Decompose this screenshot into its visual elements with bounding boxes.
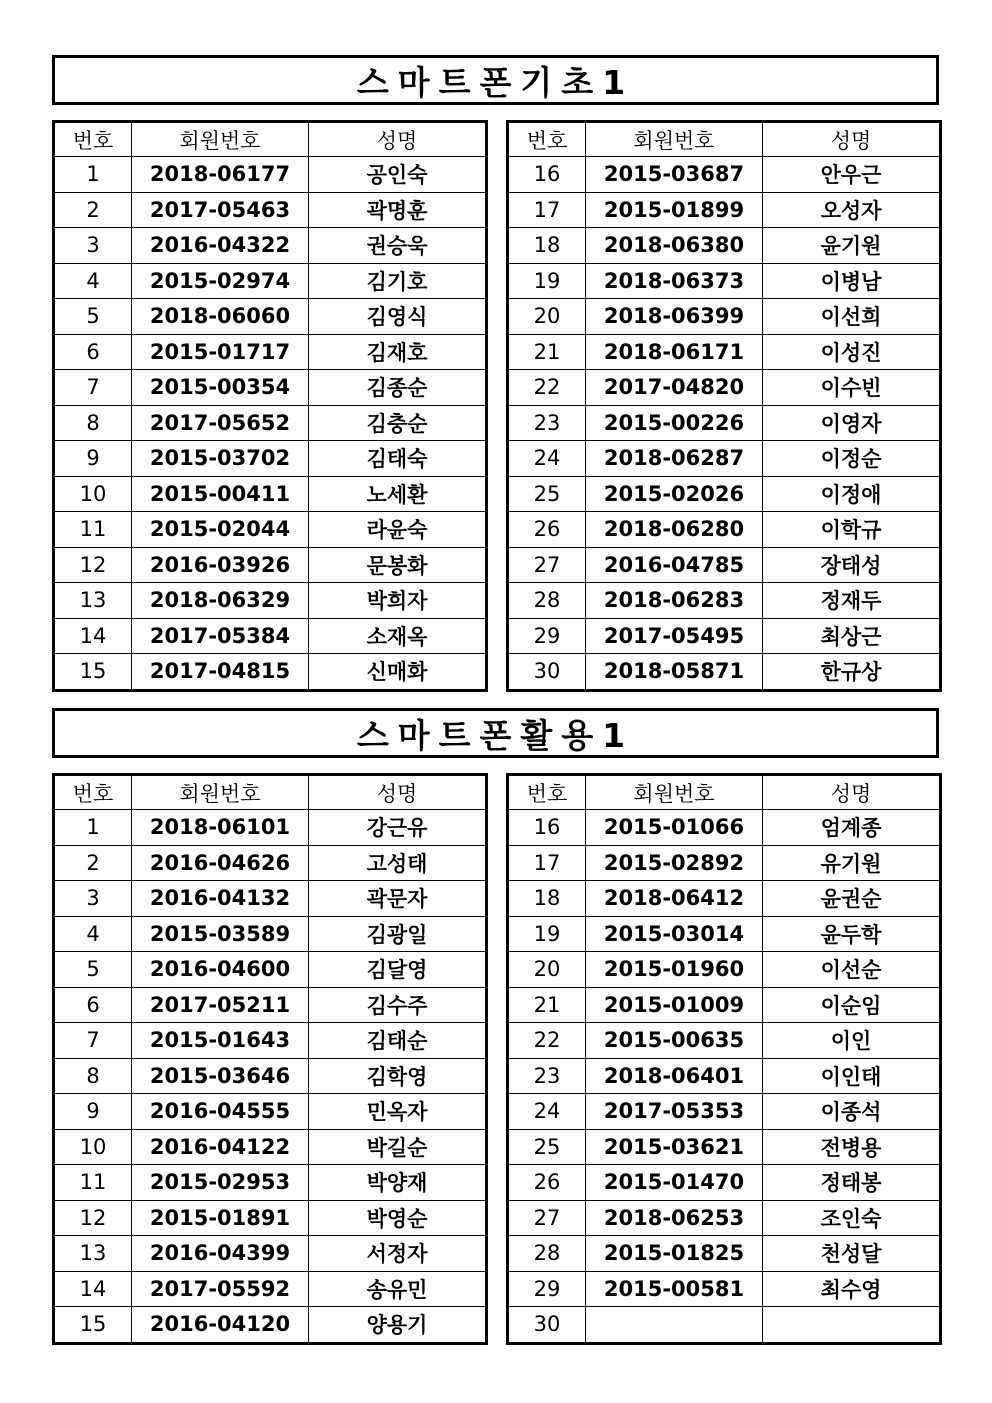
member-id: 2018-06329 (132, 583, 309, 619)
row-number: 27 (508, 1200, 586, 1236)
row-number: 29 (508, 1271, 586, 1307)
table-row (508, 1094, 941, 1130)
member-id: 2017-05463 (132, 192, 309, 228)
row-number: 28 (508, 583, 586, 619)
row-number: 14 (54, 1271, 132, 1307)
member-id: 2017-05353 (586, 1094, 763, 1130)
row-number: 14 (54, 618, 132, 654)
table-row (54, 1129, 487, 1165)
member-name: 전병용 (763, 1129, 941, 1165)
table-row (54, 441, 487, 477)
table-row (54, 334, 487, 370)
row-number: 25 (508, 1129, 586, 1165)
member-id: 2018-06280 (586, 512, 763, 548)
table-row (508, 810, 941, 846)
table-row (508, 192, 941, 228)
row-number: 18 (508, 881, 586, 917)
member-id: 2018-06060 (132, 299, 309, 335)
row-number: 28 (508, 1236, 586, 1272)
member-name: 조인숙 (763, 1200, 941, 1236)
table-row (54, 952, 487, 988)
header-name: 성명 (763, 775, 941, 810)
member-name: 공인숙 (309, 157, 487, 193)
table-row (508, 583, 941, 619)
table-row (508, 370, 941, 406)
member-id: 2015-03687 (586, 157, 763, 193)
member-id: 2016-04120 (132, 1307, 309, 1344)
table-row (54, 916, 487, 952)
row-number: 1 (54, 157, 132, 193)
member-name: 서정자 (309, 1236, 487, 1272)
member-id: 2016-04322 (132, 228, 309, 264)
member-name: 최상근 (763, 618, 941, 654)
member-name: 문봉화 (309, 547, 487, 583)
member-name: 김태숙 (309, 441, 487, 477)
member-name: 박길순 (309, 1129, 487, 1165)
member-id: 2017-05211 (132, 987, 309, 1023)
table-row (54, 881, 487, 917)
member-name: 노세환 (309, 476, 487, 512)
member-name: 한규상 (763, 654, 941, 691)
table-row (508, 1058, 941, 1094)
table-row (508, 476, 941, 512)
member-id: 2018-06373 (586, 263, 763, 299)
row-number: 24 (508, 1094, 586, 1130)
member-id: 2015-01009 (586, 987, 763, 1023)
member-id: 2017-05495 (586, 618, 763, 654)
member-name: 강근유 (309, 810, 487, 846)
table-row (508, 405, 941, 441)
row-number: 12 (54, 1200, 132, 1236)
member-id (586, 1307, 763, 1344)
table-row (508, 1200, 941, 1236)
member-name: 신매화 (309, 654, 487, 691)
row-number: 8 (54, 405, 132, 441)
table-row (508, 987, 941, 1023)
table-row (508, 952, 941, 988)
member-id: 2017-05384 (132, 618, 309, 654)
member-name: 김재호 (309, 334, 487, 370)
table-row (54, 547, 487, 583)
row-number: 11 (54, 512, 132, 548)
table-row (508, 334, 941, 370)
row-number: 23 (508, 405, 586, 441)
header-member-id: 회원번호 (132, 775, 309, 810)
row-number: 9 (54, 441, 132, 477)
member-name: 김광일 (309, 916, 487, 952)
roster-table-basic-right (506, 120, 942, 692)
member-id: 2018-06401 (586, 1058, 763, 1094)
table-row (508, 299, 941, 335)
member-name: 엄계종 (763, 810, 941, 846)
member-id: 2015-01891 (132, 1200, 309, 1236)
table-row (54, 1236, 487, 1272)
row-number: 10 (54, 476, 132, 512)
member-name: 민옥자 (309, 1094, 487, 1130)
table-row (508, 881, 941, 917)
table-row (54, 157, 487, 193)
row-number: 11 (54, 1165, 132, 1201)
header-no: 번호 (54, 122, 132, 157)
section-title-practical: 스마트폰활용1 (52, 708, 939, 758)
row-number: 29 (508, 618, 586, 654)
row-number: 9 (54, 1094, 132, 1130)
member-name: 이선희 (763, 299, 941, 335)
table-row (508, 1271, 941, 1307)
table-row (508, 547, 941, 583)
row-number: 17 (508, 192, 586, 228)
member-name: 최수영 (763, 1271, 941, 1307)
member-id: 2017-05652 (132, 405, 309, 441)
row-number: 20 (508, 299, 586, 335)
row-number: 5 (54, 952, 132, 988)
member-name: 김학영 (309, 1058, 487, 1094)
header-no: 번호 (54, 775, 132, 810)
row-number: 15 (54, 654, 132, 691)
member-name: 이순임 (763, 987, 941, 1023)
row-number: 17 (508, 845, 586, 881)
table-header-row (508, 775, 941, 810)
row-number: 13 (54, 583, 132, 619)
table-row (54, 1058, 487, 1094)
member-id: 2018-06171 (586, 334, 763, 370)
row-number: 7 (54, 370, 132, 406)
table-row (54, 512, 487, 548)
table-row (54, 1307, 487, 1344)
member-name: 이종석 (763, 1094, 941, 1130)
member-name: 유기원 (763, 845, 941, 881)
member-name: 김기호 (309, 263, 487, 299)
member-id: 2015-02974 (132, 263, 309, 299)
member-id: 2015-03702 (132, 441, 309, 477)
member-name: 천성달 (763, 1236, 941, 1272)
member-name: 고성태 (309, 845, 487, 881)
member-id: 2016-04600 (132, 952, 309, 988)
table-row (54, 1165, 487, 1201)
member-name: 이성진 (763, 334, 941, 370)
member-name: 이정순 (763, 441, 941, 477)
table-row (508, 1129, 941, 1165)
table-row (54, 987, 487, 1023)
member-name: 김충순 (309, 405, 487, 441)
row-number: 6 (54, 334, 132, 370)
table-row (54, 405, 487, 441)
row-number: 26 (508, 512, 586, 548)
row-number: 26 (508, 1165, 586, 1201)
member-id: 2018-06101 (132, 810, 309, 846)
row-number: 19 (508, 916, 586, 952)
member-id: 2015-02953 (132, 1165, 309, 1201)
member-name: 이영자 (763, 405, 941, 441)
table-row (508, 157, 941, 193)
table-header-row (54, 122, 487, 157)
table-row (508, 654, 941, 691)
header-no: 번호 (508, 775, 586, 810)
member-id: 2018-06177 (132, 157, 309, 193)
member-name: 송유민 (309, 1271, 487, 1307)
member-id: 2016-03926 (132, 547, 309, 583)
table-row (54, 845, 487, 881)
row-number: 24 (508, 441, 586, 477)
row-number: 4 (54, 263, 132, 299)
member-id: 2016-04555 (132, 1094, 309, 1130)
member-id: 2015-02026 (586, 476, 763, 512)
row-number: 13 (54, 1236, 132, 1272)
member-id: 2015-03646 (132, 1058, 309, 1094)
row-number: 22 (508, 370, 586, 406)
row-number: 12 (54, 547, 132, 583)
roster-table-basic-left (52, 120, 488, 692)
member-id: 2016-04785 (586, 547, 763, 583)
table-row (508, 1236, 941, 1272)
member-id: 2017-04815 (132, 654, 309, 691)
member-id: 2018-06283 (586, 583, 763, 619)
row-number: 2 (54, 192, 132, 228)
member-id: 2018-06287 (586, 441, 763, 477)
table-row (54, 370, 487, 406)
member-name: 이학규 (763, 512, 941, 548)
table-row (54, 1271, 487, 1307)
member-name: 이병남 (763, 263, 941, 299)
row-number: 7 (54, 1023, 132, 1059)
table-row (508, 845, 941, 881)
member-id: 2015-01825 (586, 1236, 763, 1272)
row-number: 21 (508, 334, 586, 370)
header-name: 성명 (309, 122, 487, 157)
table-row (508, 512, 941, 548)
member-name: 이인 (763, 1023, 941, 1059)
table-row (508, 1023, 941, 1059)
member-name: 김종순 (309, 370, 487, 406)
table-row (508, 441, 941, 477)
table-row (54, 1023, 487, 1059)
member-name: 소재옥 (309, 618, 487, 654)
member-name: 김달영 (309, 952, 487, 988)
member-id: 2015-01717 (132, 334, 309, 370)
member-id: 2018-06253 (586, 1200, 763, 1236)
roster-table-practical-left (52, 773, 488, 1345)
member-name: 정재두 (763, 583, 941, 619)
table-header-row (508, 122, 941, 157)
row-number: 16 (508, 810, 586, 846)
member-name: 김영식 (309, 299, 487, 335)
member-id: 2015-01470 (586, 1165, 763, 1201)
row-number: 15 (54, 1307, 132, 1344)
member-id: 2015-00635 (586, 1023, 763, 1059)
row-number: 25 (508, 476, 586, 512)
table-row (508, 618, 941, 654)
table-row (54, 1200, 487, 1236)
row-number: 19 (508, 263, 586, 299)
member-name: 이선순 (763, 952, 941, 988)
member-name: 박영순 (309, 1200, 487, 1236)
table-row (54, 654, 487, 691)
member-id: 2018-06399 (586, 299, 763, 335)
table-row (54, 192, 487, 228)
table-row (54, 228, 487, 264)
member-id: 2015-01643 (132, 1023, 309, 1059)
member-id: 2017-04820 (586, 370, 763, 406)
table-row (508, 916, 941, 952)
roster-table-practical-right (506, 773, 942, 1345)
row-number: 2 (54, 845, 132, 881)
member-name: 이정애 (763, 476, 941, 512)
table-row (54, 618, 487, 654)
member-name: 이수빈 (763, 370, 941, 406)
member-id: 2016-04122 (132, 1129, 309, 1165)
member-name: 박양재 (309, 1165, 487, 1201)
member-name: 라윤숙 (309, 512, 487, 548)
member-id: 2015-03589 (132, 916, 309, 952)
member-id: 2015-02892 (586, 845, 763, 881)
table-header-row (54, 775, 487, 810)
table-row (508, 1307, 941, 1344)
member-id: 2016-04399 (132, 1236, 309, 1272)
member-name: 안우근 (763, 157, 941, 193)
row-number: 30 (508, 1307, 586, 1344)
row-number: 5 (54, 299, 132, 335)
table-row (508, 228, 941, 264)
row-number: 16 (508, 157, 586, 193)
row-number: 3 (54, 228, 132, 264)
section-title-basic: 스마트폰기초1 (52, 55, 939, 105)
member-id: 2015-00354 (132, 370, 309, 406)
table-row (54, 583, 487, 619)
member-id: 2018-05871 (586, 654, 763, 691)
member-name: 정태봉 (763, 1165, 941, 1201)
member-id: 2018-06412 (586, 881, 763, 917)
member-name: 박희자 (309, 583, 487, 619)
row-number: 18 (508, 228, 586, 264)
member-id: 2015-01960 (586, 952, 763, 988)
table-row (54, 476, 487, 512)
member-id: 2015-00581 (586, 1271, 763, 1307)
table-row (508, 263, 941, 299)
row-number: 23 (508, 1058, 586, 1094)
member-name: 오성자 (763, 192, 941, 228)
header-name: 성명 (309, 775, 487, 810)
row-number: 3 (54, 881, 132, 917)
row-number: 30 (508, 654, 586, 691)
row-number: 10 (54, 1129, 132, 1165)
member-name: 장태성 (763, 547, 941, 583)
member-id: 2015-00226 (586, 405, 763, 441)
table-row (54, 263, 487, 299)
member-id: 2015-03621 (586, 1129, 763, 1165)
row-number: 20 (508, 952, 586, 988)
member-name (763, 1307, 941, 1344)
member-id: 2017-05592 (132, 1271, 309, 1307)
row-number: 8 (54, 1058, 132, 1094)
member-name: 곽명훈 (309, 192, 487, 228)
member-id: 2018-06380 (586, 228, 763, 264)
member-id: 2015-00411 (132, 476, 309, 512)
table-row (54, 810, 487, 846)
row-number: 1 (54, 810, 132, 846)
member-name: 김수주 (309, 987, 487, 1023)
header-member-id: 회원번호 (586, 122, 763, 157)
table-row (54, 1094, 487, 1130)
row-number: 21 (508, 987, 586, 1023)
row-number: 27 (508, 547, 586, 583)
member-id: 2016-04132 (132, 881, 309, 917)
member-name: 윤두학 (763, 916, 941, 952)
member-name: 곽문자 (309, 881, 487, 917)
header-name: 성명 (763, 122, 941, 157)
member-id: 2016-04626 (132, 845, 309, 881)
member-id: 2015-03014 (586, 916, 763, 952)
header-no: 번호 (508, 122, 586, 157)
header-member-id: 회원번호 (586, 775, 763, 810)
table-row (508, 1165, 941, 1201)
member-name: 양용기 (309, 1307, 487, 1344)
header-member-id: 회원번호 (132, 122, 309, 157)
member-name: 권승욱 (309, 228, 487, 264)
member-name: 이인태 (763, 1058, 941, 1094)
row-number: 4 (54, 916, 132, 952)
row-number: 22 (508, 1023, 586, 1059)
member-name: 윤권순 (763, 881, 941, 917)
member-name: 윤기원 (763, 228, 941, 264)
member-id: 2015-01899 (586, 192, 763, 228)
member-id: 2015-01066 (586, 810, 763, 846)
row-number: 6 (54, 987, 132, 1023)
member-name: 김태순 (309, 1023, 487, 1059)
table-row (54, 299, 487, 335)
member-id: 2015-02044 (132, 512, 309, 548)
